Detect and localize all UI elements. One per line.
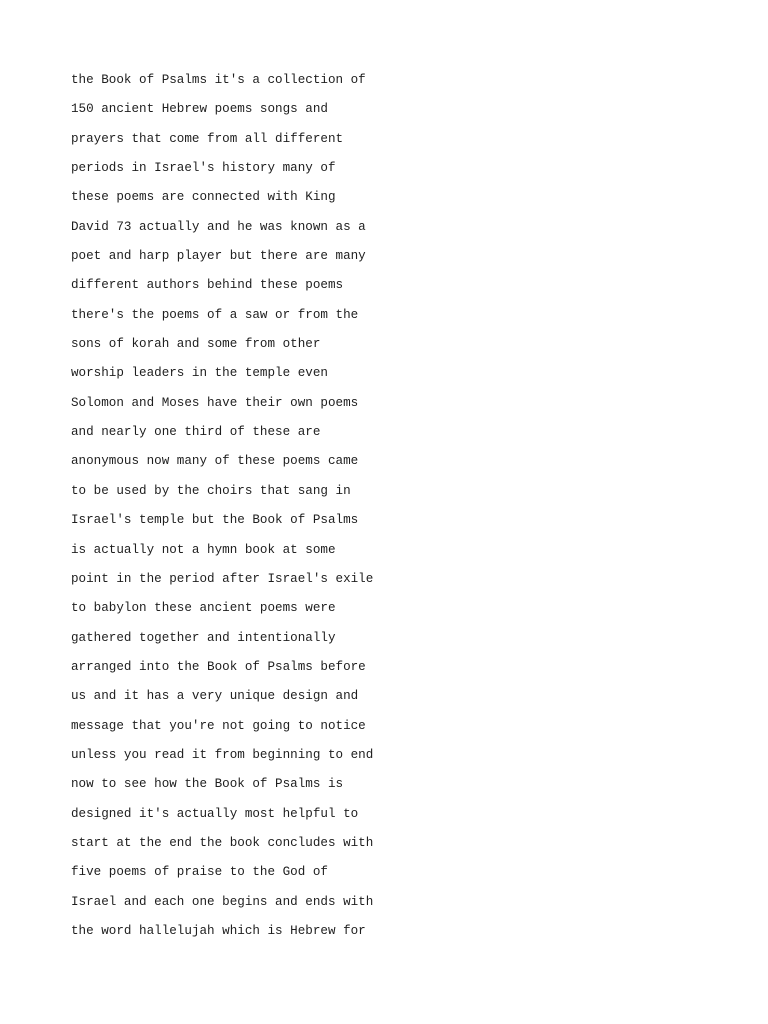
text-line: prayers that come from all different [71,131,344,146]
text-line: unless you read it from beginning to end [71,747,374,762]
text-line: Israel's temple but the Book of Psalms [71,513,359,528]
text-line: and nearly one third of these are [71,425,321,440]
text-line: periods in Israel's history many of [71,161,336,176]
text-line: five poems of praise to the God of [71,865,328,880]
text-line: is actually not a hymn book at some [71,542,336,557]
text-line: the Book of Psalms it's a collection of [71,73,366,87]
text-line: Solomon and Moses have their own poems [71,395,359,410]
text-line: arranged into the Book of Psalms before [71,659,366,674]
text-line: designed it's actually most helpful to [71,806,359,821]
text-line: Israel and each one begins and ends with [71,894,374,909]
text-line: message that you're not going to notice [71,718,366,733]
text-line: to be used by the choirs that sang in [71,483,351,498]
text-line: 150 ancient Hebrew poems songs and [71,102,328,117]
text-line: David 73 actually and he was known as a [71,219,366,234]
transcript-text [71,70,373,950]
text-line: worship leaders in the temple even [71,366,328,381]
text-line: poet and harp player but there are many [71,249,366,264]
text-line: different authors behind these poems [71,278,344,293]
text-line: to babylon these ancient poems were [71,601,336,616]
text-line: gathered together and intentionally [71,630,336,645]
text-line: now to see how the Book of Psalms is [71,777,344,792]
text-line: these poems are connected with King [71,190,336,205]
text-line: point in the period after Israel's exile [71,571,374,586]
text-line: us and it has a very unique design and [71,689,359,704]
text-line: the word hallelujah which is Hebrew for [71,923,366,938]
text-line: sons of korah and some from other [71,337,321,352]
text-line: start at the end the book concludes with [71,835,374,850]
text-line: there's the poems of a saw or from the [71,307,359,322]
text-line: anonymous now many of these poems came [71,454,359,469]
